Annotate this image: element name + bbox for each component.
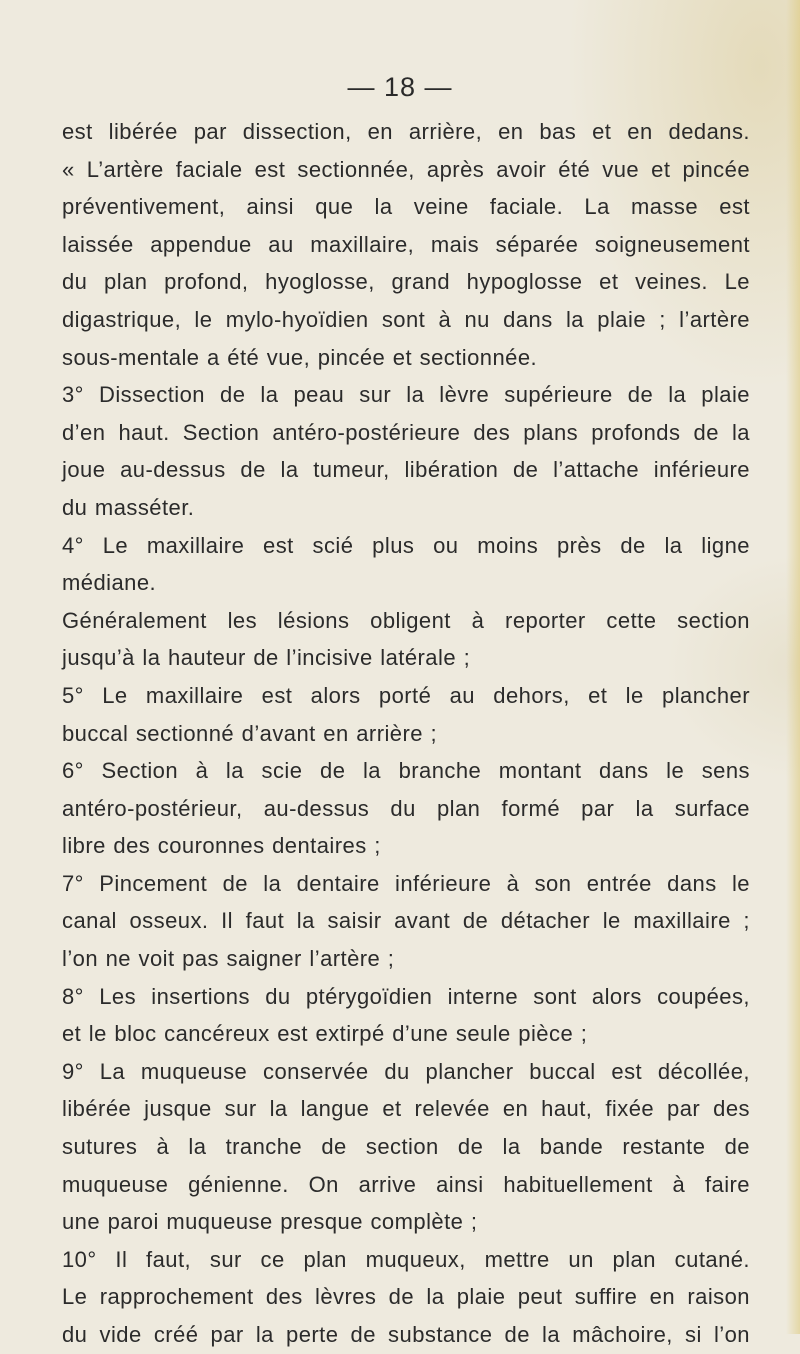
text-line: laissée appendue au maxillaire, mais séparée soigneusement [62,231,750,257]
text-line: 6° Section à la scie de la branche montant dans le sens [62,758,750,784]
text-line: préventivement, ainsi que la veine faciale. La masse est [62,194,750,220]
text-line: médiane. [62,570,157,596]
text-line: sous-mentale a été vue, pincée et sectionnée. [62,344,538,370]
text-line: 9° La muqueuse conservée du plancher buccal est décollée, [62,1058,750,1084]
text-line: muqueuse génienne. On arrive ainsi habituellement à faire [62,1171,750,1197]
text-line: antéro-postérieur, au-dessus du plan formé par la surface [62,795,750,821]
text-line: buccal sectionné d’avant en arrière ; [62,720,438,746]
text-line: 7° Pincement de la dentaire inférieure à son entrée dans le [62,870,750,896]
text-line: libre des couronnes dentaires ; [62,833,381,859]
text-line: canal osseux. Il faut la saisir avant de détacher le maxillaire ; [62,908,750,934]
text-line: du plan profond, hyoglosse, grand hypoglosse et veines. Le [62,269,750,295]
text-line: Généralement les lésions obligent à reporter cette section [62,607,750,633]
text-line: sutures à la tranche de section de la bande restante de [62,1134,750,1160]
text-line: l’on ne voit pas saigner l’artère ; [62,946,395,972]
text-line: 8° Les insertions du ptérygoïdien interne sont alors coupées, [62,983,750,1009]
text-line: 3° Dissection de la peau sur la lèvre supérieure de la plaie [62,382,750,408]
text-line: digastrique, le mylo-hyoïdien sont à nu dans la plaie ; l’artère [62,306,750,332]
text-line: d’en haut. Section antéro-postérieure des plans profonds de la [62,419,750,445]
text-line: et le bloc cancéreux est extirpé d’une seule pièce ; [62,1021,588,1047]
text-line: libérée jusque sur la langue et relevée en haut, fixée par des [62,1096,750,1122]
text-line: « L’artère faciale est sectionnée, après avoir été vue et pincée [62,156,750,182]
page-edge-discoloration [786,0,800,1334]
text-line: 4° Le maxillaire est scié plus ou moins près de la ligne [62,532,750,558]
text-line: une paroi muqueuse presque complète ; [62,1209,478,1235]
page-number: — 18 — [347,72,453,102]
text-line: 10° Il faut, sur ce plan muqueux, mettre un plan cutané. [62,1246,750,1272]
text-line: est libérée par dissection, en arrière, en bas et en dedans. [62,119,750,144]
text-line: jusqu’à la hauteur de l’incisive latérale ; [62,645,471,671]
text-line: du vide créé par la perte de substance de la mâchoire, si l’on [62,1322,750,1347]
text-line: Le rapprochement des lèvres de la plaie peut suffire en raison [62,1284,750,1310]
body-text [62,113,750,1354]
text-line: 5° Le maxillaire est alors porté au dehors, et le plancher [62,682,750,708]
text-line: du masséter. [62,494,195,520]
text-line: joue au-dessus de la tumeur, libération de l’attache inférieure [62,457,750,483]
